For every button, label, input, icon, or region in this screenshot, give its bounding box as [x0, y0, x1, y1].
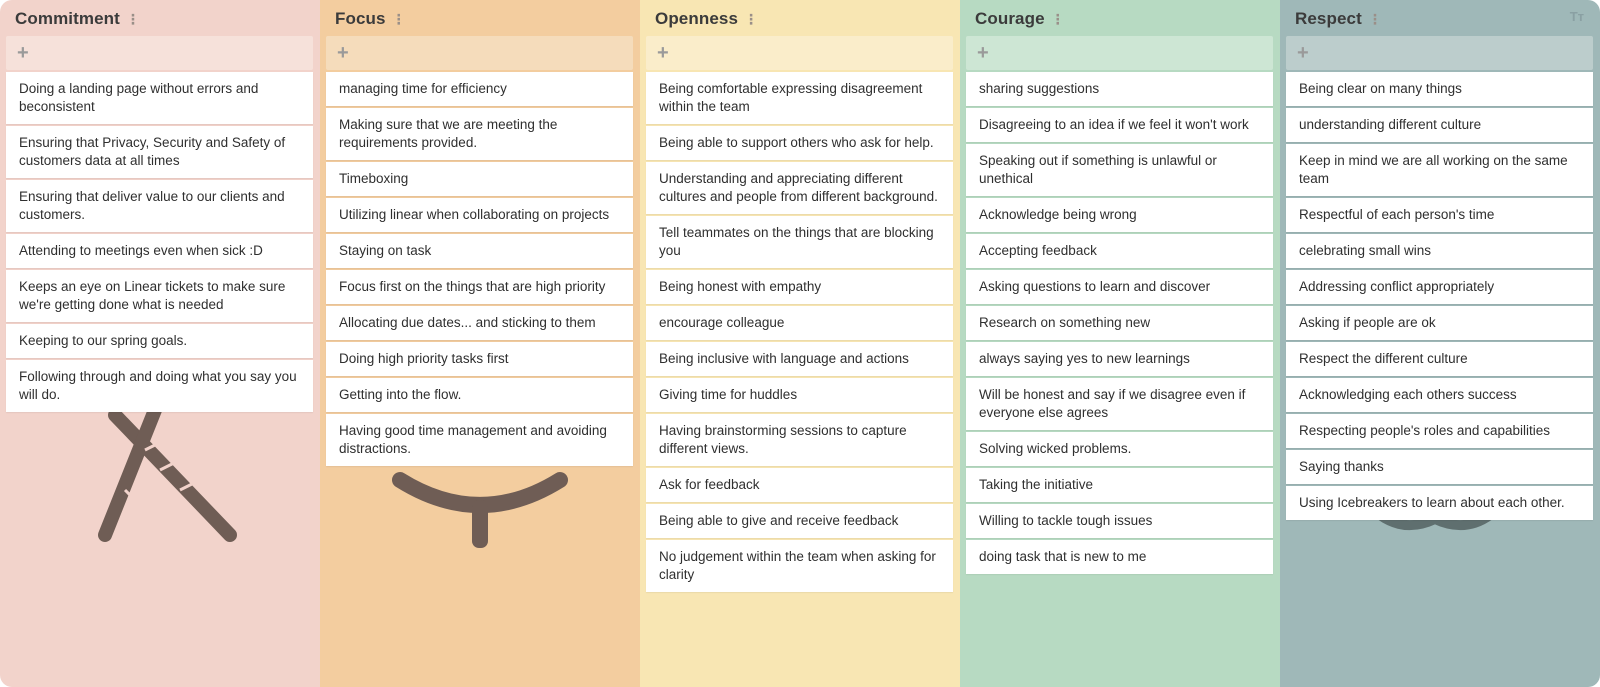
plus-icon: +	[1297, 42, 1309, 64]
card[interactable]: Ensuring that Privacy, Security and Safety of customers data at all times	[6, 126, 313, 178]
column-title: Commitment	[15, 9, 120, 28]
card-list	[646, 72, 953, 594]
card[interactable]: Ask for feedback	[646, 468, 953, 502]
card-list	[6, 72, 313, 414]
card[interactable]: Using Icebreakers to learn about each other.	[1286, 486, 1593, 520]
card[interactable]: Keeps an eye on Linear tickets to make sure we're getting done what is needed	[6, 270, 313, 322]
vertical-dots-icon[interactable]: ⋮	[1367, 11, 1382, 27]
add-card-button[interactable]	[966, 36, 1273, 70]
card[interactable]: Asking if people are ok	[1286, 306, 1593, 340]
card-list	[966, 72, 1273, 576]
card[interactable]: Disagreeing to an idea if we feel it won't work	[966, 108, 1273, 142]
vertical-dots-icon[interactable]: ⋮	[744, 11, 758, 27]
plus-icon: +	[337, 42, 349, 64]
card[interactable]: understanding different culture	[1286, 108, 1593, 142]
card[interactable]: Asking questions to learn and discover	[966, 270, 1273, 304]
card[interactable]: Being comfortable expressing disagreement within the team	[646, 72, 953, 124]
card[interactable]: Saying thanks	[1286, 450, 1593, 484]
card[interactable]: Tell teammates on the things that are blocking you	[646, 216, 953, 268]
plus-icon: +	[657, 42, 669, 64]
column-title: Focus	[335, 9, 386, 28]
card[interactable]: sharing suggestions	[966, 72, 1273, 106]
card[interactable]: Being able to give and receive feedback	[646, 504, 953, 538]
vertical-dots-icon[interactable]: ⋮	[391, 11, 406, 27]
plus-icon: +	[17, 42, 29, 64]
column-title: Openness	[655, 9, 738, 28]
column-focus	[320, 0, 640, 687]
card[interactable]: Respecting people's roles and capabilities	[1286, 414, 1593, 448]
crossed-tools-illustration	[85, 395, 255, 565]
add-card-button[interactable]	[646, 36, 953, 70]
card-list	[1286, 72, 1593, 522]
column-header	[1295, 6, 1588, 32]
column-header	[15, 6, 308, 32]
card[interactable]: Utilizing linear when collaborating on projects	[326, 198, 633, 232]
column-header	[655, 6, 948, 32]
add-card-button[interactable]	[1286, 36, 1593, 70]
card[interactable]: Giving time for huddles	[646, 378, 953, 412]
card[interactable]: always saying yes to new learnings	[966, 342, 1273, 376]
vertical-dots-icon[interactable]: ⋮	[1050, 11, 1065, 27]
card[interactable]: Acknowledge being wrong	[966, 198, 1273, 232]
card[interactable]: Timeboxing	[326, 162, 633, 196]
card[interactable]: managing time for efficiency	[326, 72, 633, 106]
column-header	[335, 6, 628, 32]
card[interactable]: Respect the different culture	[1286, 342, 1593, 376]
card[interactable]: Having brainstorming sessions to capture different views.	[646, 414, 953, 466]
card-list	[326, 72, 633, 468]
card[interactable]: Doing high priority tasks first	[326, 342, 633, 376]
card[interactable]: Being inclusive with language and actions	[646, 342, 953, 376]
add-card-button[interactable]	[6, 36, 313, 70]
card[interactable]: Keeping to our spring goals.	[6, 324, 313, 358]
card[interactable]: Being able to support others who ask for help.	[646, 126, 953, 160]
card[interactable]: Getting into the flow.	[326, 378, 633, 412]
target-illustration	[390, 470, 570, 560]
card[interactable]: celebrating small wins	[1286, 234, 1593, 268]
card[interactable]: Taking the initiative	[966, 468, 1273, 502]
card[interactable]: Being honest with empathy	[646, 270, 953, 304]
column-commitment	[0, 0, 320, 687]
card[interactable]: Making sure that we are meeting the requirements provided.	[326, 108, 633, 160]
vertical-dots-icon[interactable]: ⋮	[125, 11, 140, 27]
card[interactable]: doing task that is new to me	[966, 540, 1273, 574]
column-respect	[1280, 0, 1600, 687]
card[interactable]: Speaking out if something is unlawful or unethical	[966, 144, 1273, 196]
card[interactable]: Ensuring that deliver value to our clients and customers.	[6, 180, 313, 232]
card[interactable]: Being clear on many things	[1286, 72, 1593, 106]
card[interactable]: Having good time management and avoiding distractions.	[326, 414, 633, 466]
card[interactable]: Staying on task	[326, 234, 633, 268]
text-size-icon[interactable]: Tт	[1569, 9, 1584, 24]
card[interactable]: Following through and doing what you say you will do.	[6, 360, 313, 412]
card[interactable]: Focus first on the things that are high priority	[326, 270, 633, 304]
card[interactable]: Keep in mind we are all working on the same team	[1286, 144, 1593, 196]
column-courage	[960, 0, 1280, 687]
card[interactable]: Acknowledging each others success	[1286, 378, 1593, 412]
card[interactable]: Allocating due dates... and sticking to them	[326, 306, 633, 340]
card[interactable]: Respectful of each person's time	[1286, 198, 1593, 232]
card[interactable]: Doing a landing page without errors and beconsistent	[6, 72, 313, 124]
column-title: Courage	[975, 9, 1045, 28]
card[interactable]: Will be honest and say if we disagree even if everyone else agrees	[966, 378, 1273, 430]
card[interactable]: No judgement within the team when asking for clarity	[646, 540, 953, 592]
column-title: Respect	[1295, 9, 1362, 28]
card[interactable]: Attending to meetings even when sick :D	[6, 234, 313, 268]
card[interactable]: Accepting feedback	[966, 234, 1273, 268]
card[interactable]: encourage colleague	[646, 306, 953, 340]
card[interactable]: Addressing conflict appropriately	[1286, 270, 1593, 304]
add-card-button[interactable]	[326, 36, 633, 70]
card[interactable]: Solving wicked problems.	[966, 432, 1273, 466]
card[interactable]: Understanding and appreciating different cultures and people from different background.	[646, 162, 953, 214]
card[interactable]: Research on something new	[966, 306, 1273, 340]
card[interactable]: Willing to tackle tough issues	[966, 504, 1273, 538]
plus-icon: +	[977, 42, 989, 64]
column-header	[975, 6, 1268, 32]
column-openness	[640, 0, 960, 687]
